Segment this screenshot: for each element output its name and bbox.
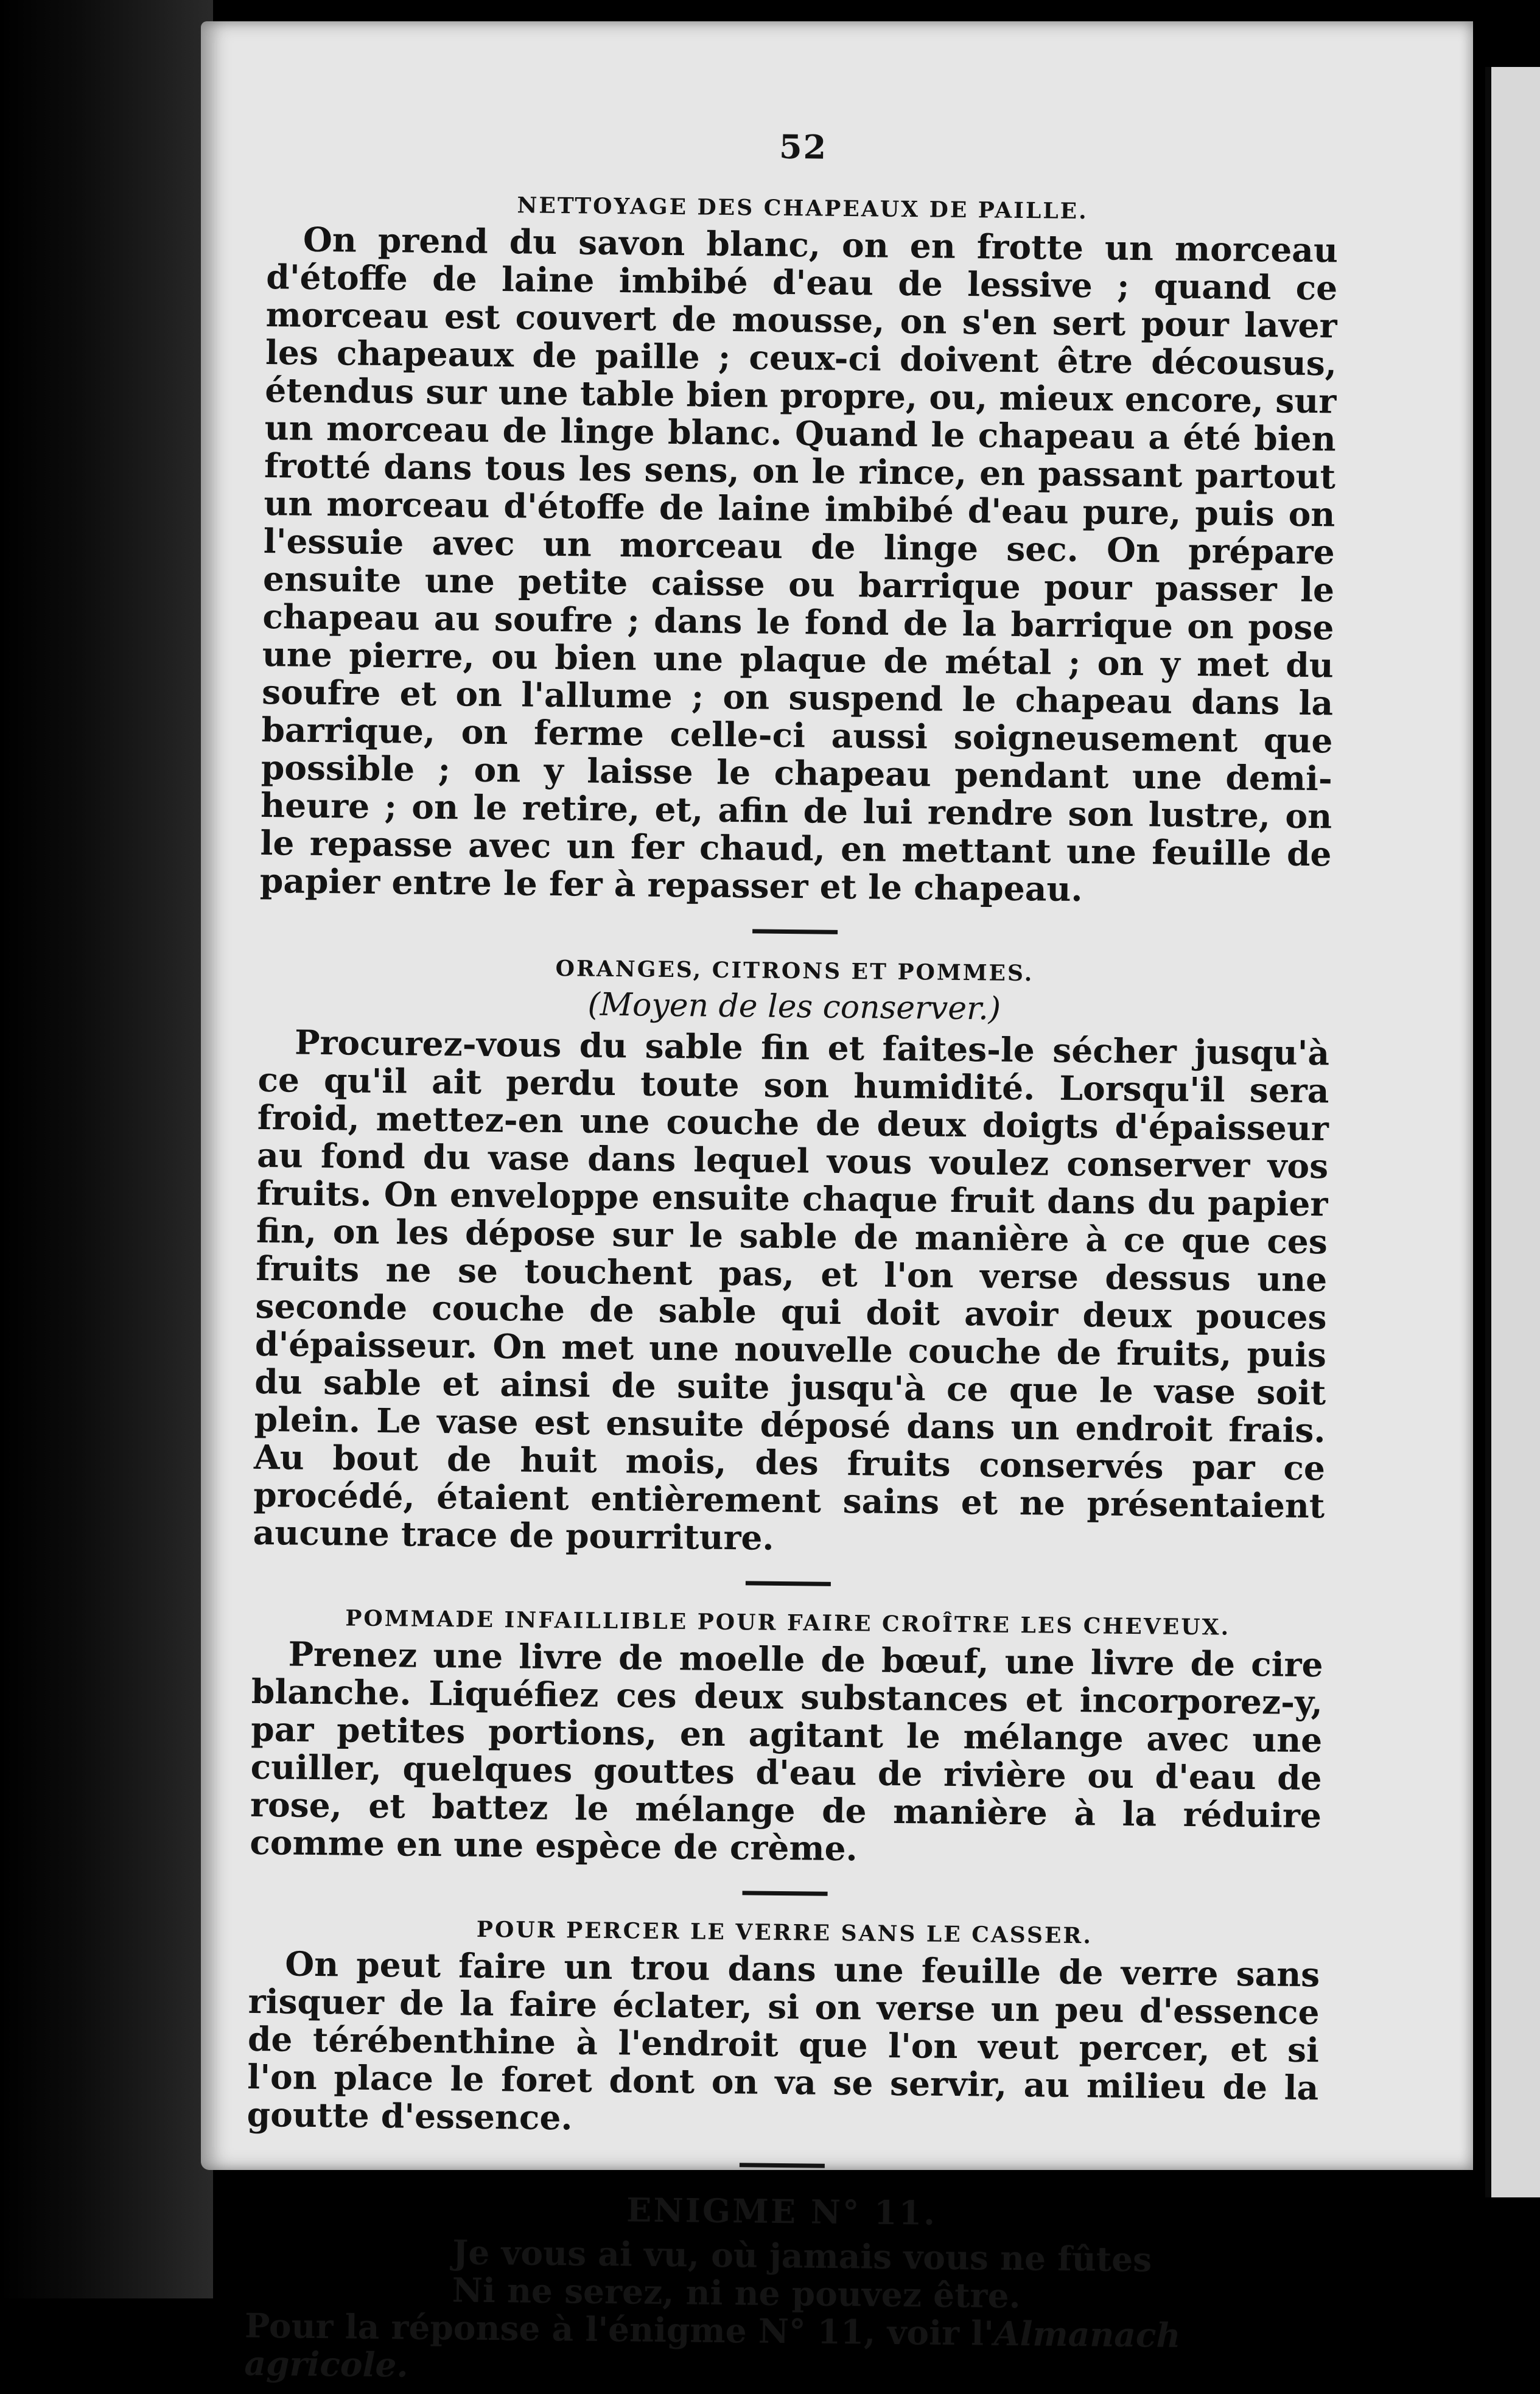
book-binding-edge: [0, 0, 213, 2298]
almanach-title: Almanach agricole.: [244, 2313, 1181, 2385]
section-oranges: [253, 953, 1330, 1563]
next-page-edge: [1485, 67, 1540, 2197]
section-text: Procurez-vous du sable fin et faites-le sécher jusqu'à ce qu'il ait perdu toute son humidité. Lorsqu'il sera froid, mettez-en une couche de deux doigts d'épaisseur au fond du vase dans lequel vous voulez conserver vos fruits. On enveloppe ensuite chaque fruit dans du papier fin, on les dépose sur le sable de manière à ce que ces fruits ne se touchent pas, et l'on verse dessus une seconde couche de sable qui doit avoir deux pouces d'épaisseur. On met une nouvelle couche de fruits, puis du sable et ainsi de suite jusqu'à ce que le vase soit plein. Le vase est ensuite déposé dans un endroit frais. Au bout de huit mois, des fruits conservés par ce procédé, étaient entièrement sains et ne présentaient aucune trace de pourriture.: [253, 1022, 1330, 1558]
section-verre: [247, 1914, 1320, 2144]
section-divider: [743, 1891, 828, 1895]
enigme-verse-line: Ni ne serez, ni ne pouvez être.: [452, 2270, 1021, 2316]
section-divider: [752, 929, 838, 934]
section-title: POMMADE INFAILLIBLE POUR FAIRE CROÎTRE LES CHEVEUX.: [345, 1605, 1231, 1640]
section-title: NETTOYAGE DES CHAPEAUX DE PAILLE.: [517, 192, 1088, 225]
section-chapeaux: [260, 190, 1339, 911]
section-text: On prend du savon blanc, on en frotte un morceau d'étoffe de laine imbibé d'eau de lessive ; quand ce morceau est couvert de mousse, on s'en sert pour laver les chapeaux de paille ; ceux-ci doivent être décousus, étendus sur une table bien propre, ou, mieux encore, sur un morceau de linge blanc. Quand le chapeau a été bien frotté dans tous les sens, on le rince, en passant partout un morceau d'étoffe de laine imbibé d'eau pure, puis on l'essuie avec un morceau de linge sec. On prépare ensuite une petite caisse ou barrique pour passer le chapeau au soufre ; dans le fond de la barrique on pose une pierre, ou bien une plaque de métal ; on y met du soufre et on l'allume ; on suspend le chapeau dans la barrique, on ferme celle-ci aussi soigneusement que possible ; on y laisse le chapeau pendant une demi-heure ; on le retire, et, afin de lui rendre son lustre, on le repasse avec un fer chaud, en mettant une feuille de papier entre le fer à repasser et le chapeau.: [259, 219, 1339, 909]
enigme-verse-line: Je vous ai vu, où jamais vous ne fûtes: [452, 2232, 1152, 2280]
enigme-title: ENIGME N° 11.: [626, 2190, 937, 2233]
page-text-column: [244, 122, 1339, 2393]
section-divider: [740, 2163, 825, 2168]
section-divider: [746, 1581, 831, 1586]
section-title: ORANGES, CITRONS ET POMMES.: [555, 956, 1034, 987]
section-subtitle: (Moyen de les conserver.): [587, 986, 1001, 1027]
section-title: POUR PERCER LE VERRE SANS LE CASSER.: [476, 1916, 1093, 1949]
page-number: 52: [779, 127, 828, 167]
section-text: Prenez une livre de moelle de bœuf, une livre de cire blanche. Liquéfiez ces deux substances et incorporez-y, par petites portions, en agitant le mélange avec une cuiller, quelques gouttes d'eau de rivière ou d'eau de rose, et battez le mélange de manière à la réduire comme en une espèce de crème.: [250, 1634, 1323, 1869]
enigme-answer-prefix: Pour la réponse à l'énigme N° 11, voir l': [244, 2305, 995, 2353]
enigme-block: [244, 2186, 1317, 2393]
enigme-answer-note: [244, 2307, 1316, 2393]
section-pommade: [250, 1605, 1323, 1872]
section-text: On peut faire un trou dans une feuille de verre sans risquer de la faire éclater, si on verse un peu d'essence de térébenthine à l'endroit que l'on veut percer, et si l'on place le foret dont on va se servir, au milieu de la goutte d'essence.: [247, 1944, 1320, 2138]
